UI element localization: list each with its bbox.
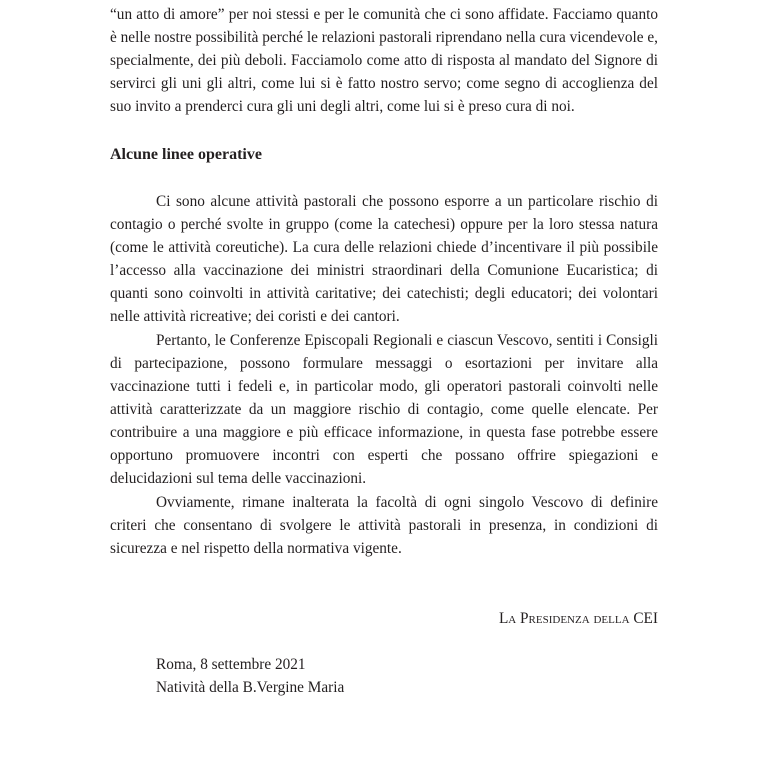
section-heading: Alcune linee operative [110,146,262,163]
signature: La Presidenza della CEI [498,610,658,627]
body-paragraph: Pertanto, le Conferenze Episcopali Regionali e ciascun Vescovo, sentiti i Consigli di partecipazione, possono formulare messaggi o esortazioni per invitare alla vaccinazione tutti i fedeli e, in particolar modo, gli operatori pastorali coinvolti nelle attività caratterizzate da un maggiore rischio di contagio, come quelle elencate. Per contribuire a una maggiore e più efficace informazione, in questa fase potrebbe essere opportuno promuovere incontri con esperti che possano offrire spiegazioni e delucidazioni sul tema delle vaccinazioni. [110,332,658,487]
place-date: Roma, 8 settembre 2021 [156,656,306,673]
body-paragraph: Ci sono alcune attività pastorali che possono esporre a un particolare rischio di contagio o perché svolte in gruppo (come la catechesi) oppure per la loro stessa natura (come le attività coreutiche). La cura delle relazioni chiede d’incentivare il più possibile l’accesso alla vaccinazione dei ministri straordinari della Comunione Eucaristica; di quanti sono coinvolti in attività caritative; dei catechisti; degli educatori; dei volontari nelle attività ricreative; dei coristi e dei cantori. [110,193,658,325]
feast-day: Natività della B.Vergine Maria [156,679,345,696]
body-paragraph: Ovviamente, rimane inalterata la facoltà di ogni singolo Vescovo di definire criteri che consentano di svolgere le attività pastorali in presenza, in condizioni di sicurezza e nel rispetto della normativa vigente. [110,494,658,557]
intro-paragraph: “un atto di amore” per noi stessi e per le comunità che ci sono affidate. Facciamo quanto è nelle nostre possibilità perché le relazioni pastorali riprendano nella cura vicendevole e, specialmente, dei più deboli. Facciamolo come atto di risposta al mandato del Signore di servirci gli uni gli altri, come lui si è fatto nostro servo; come segno di accoglienza del suo invito a prenderci cura gli uni degli altri, come lui si è preso cura di noi. [110,6,658,115]
document-page [110,0,658,768]
